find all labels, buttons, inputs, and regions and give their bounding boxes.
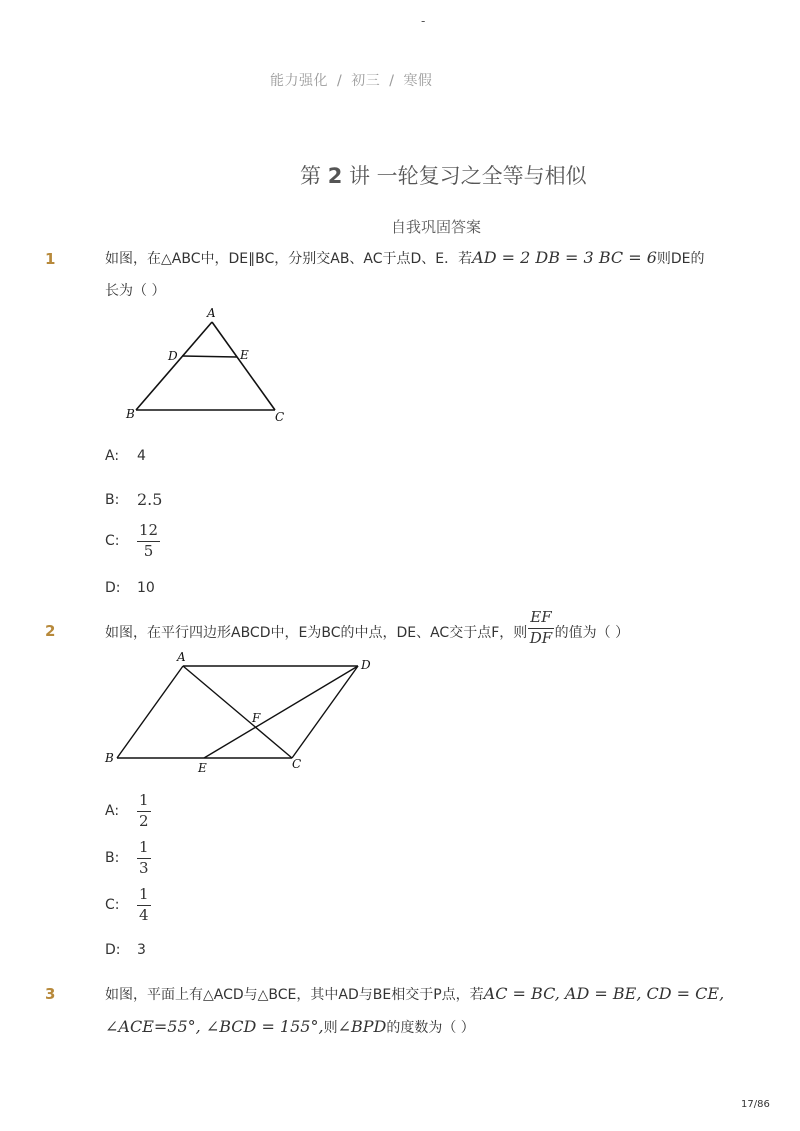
question-2-option-a[interactable] (105, 792, 151, 830)
label-f: F (252, 711, 261, 725)
question-1-line-1 (105, 242, 745, 275)
question-3-text (105, 978, 745, 1044)
page-title (300, 160, 587, 190)
fraction-numerator: 1 (137, 792, 151, 812)
option-label: B: (105, 850, 120, 866)
option-fraction (137, 886, 151, 924)
option-fraction (137, 839, 151, 877)
diagonal-ac (183, 666, 292, 758)
question-3-line-2 (105, 1011, 745, 1044)
fraction-denominator: 2 (139, 812, 149, 830)
triangle-figure (118, 300, 298, 430)
page-number: 17/86 (741, 1099, 770, 1110)
fraction-denominator: DF (529, 629, 553, 647)
question-1-math: AD = 2 DB = 3 BC = 6 (472, 248, 657, 267)
edge-ab (136, 322, 212, 410)
question-2-option-d[interactable] (105, 942, 146, 958)
fraction-numerator: EF (528, 609, 553, 629)
question-1-text-part: 如图，在△ABC中，DE∥BC，分别交AB、AC于点D、E．若 (105, 251, 473, 267)
question-1-option-b[interactable] (105, 490, 162, 509)
fraction-numerator: 1 (137, 886, 151, 906)
top-dash: - (421, 14, 426, 28)
question-1-option-a[interactable] (105, 448, 146, 464)
question-3-line-1 (105, 978, 745, 1011)
fraction-numerator: 12 (137, 522, 160, 542)
question-3-text-end: 的度数为（ ） (386, 1020, 475, 1036)
question-2-option-c[interactable] (105, 886, 151, 924)
label-b: B (105, 751, 114, 765)
breadcrumb-separator: / (389, 73, 395, 89)
question-1-line-2: 长为（ ） (105, 283, 166, 299)
option-label: D: (105, 580, 121, 596)
option-label: A: (105, 803, 120, 819)
option-label: B: (105, 491, 120, 508)
label-c: C (275, 410, 285, 424)
question-3-number: 3 (45, 985, 56, 1003)
option-value: 2.5 (137, 490, 163, 509)
question-1-option-c[interactable] (105, 522, 160, 560)
option-label: A: (105, 448, 120, 464)
option-label: C: (105, 897, 120, 913)
title-suffix: 讲 一轮复习之全等与相似 (349, 164, 587, 188)
option-value: 3 (137, 942, 146, 958)
fraction-denominator: 5 (143, 542, 154, 560)
question-1-text (105, 242, 745, 307)
segment-de (204, 666, 358, 758)
question-3-math-target: ∠BPD (337, 1017, 387, 1036)
label-b: B (126, 407, 135, 421)
label-e: E (198, 761, 207, 775)
edge-ac (212, 322, 275, 410)
question-2-text (105, 608, 745, 649)
title-number: 2 (327, 164, 343, 188)
question-2-text-end: 的值为（ ） (554, 625, 630, 641)
question-1-option-d[interactable] (105, 580, 155, 596)
segment-de (182, 356, 237, 357)
edge-ab (117, 666, 183, 758)
option-value: 4 (137, 448, 146, 464)
label-e: E (240, 348, 249, 362)
breadcrumb (270, 70, 432, 90)
label-a: A (207, 306, 216, 320)
fraction-denominator: 3 (139, 859, 149, 877)
breadcrumb-item-category: 能力强化 (270, 73, 328, 89)
option-value: 10 (137, 580, 155, 596)
title-prefix: 第 (300, 164, 321, 188)
breadcrumb-item-term: 寒假 (403, 73, 433, 89)
question-3-text-part: 如图，平面上有△ACD与△BCE，其中AD与BE相交于P点，若 (105, 987, 484, 1003)
page-subtitle: 自我巩固答案 (391, 218, 482, 236)
question-2-option-b[interactable] (105, 839, 151, 877)
question-3-math-angles: ∠ACE=55°, ∠BCD = 155°, (105, 1017, 324, 1036)
option-label: C: (105, 533, 120, 549)
parallelogram-figure (100, 650, 380, 775)
question-2-text-part: 如图，在平行四边形ABCD中，E为BC的中点，DE、AC交于点F，则 (105, 625, 528, 641)
question-3-text-mid: 则 (323, 1020, 338, 1036)
breadcrumb-separator: / (337, 73, 343, 89)
question-1-text-end: 则DE的 (656, 251, 705, 267)
question-2-number: 2 (45, 622, 56, 640)
fraction-numerator: 1 (137, 839, 151, 859)
option-fraction (137, 792, 151, 830)
option-fraction (137, 522, 160, 560)
label-d: D (361, 658, 371, 672)
breadcrumb-item-grade: 初三 (351, 73, 381, 89)
label-c: C (292, 757, 302, 771)
option-label: D: (105, 942, 121, 958)
label-a: A (177, 650, 186, 664)
edge-dc (292, 666, 358, 758)
label-d: D (168, 349, 178, 363)
question-1-number: 1 (45, 250, 56, 268)
fraction-denominator: 4 (139, 906, 149, 924)
question-3-math-equalities: AC = BC, AD = BE, CD = CE, (483, 984, 725, 1003)
question-2-fraction (528, 609, 553, 647)
